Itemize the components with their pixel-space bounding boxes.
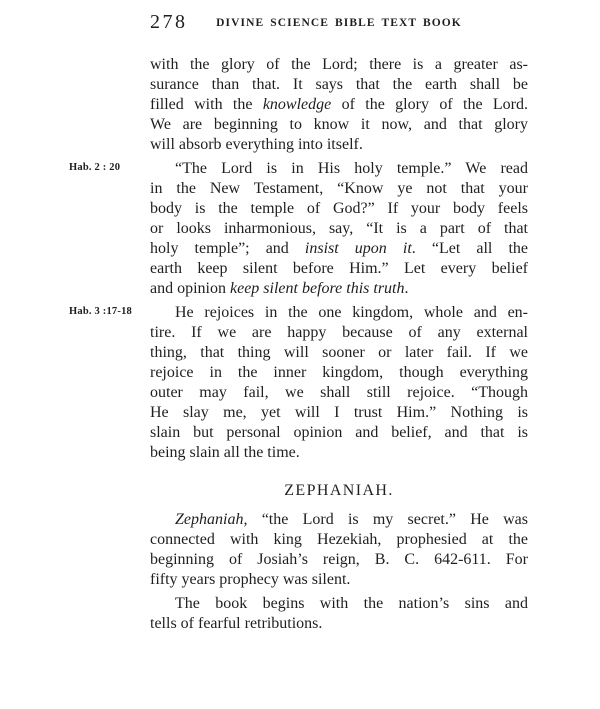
text-segment: body is the temple of God?” If your body feels — [150, 200, 528, 217]
margin-verse-reference: Hab. 2 : 20 — [69, 162, 121, 173]
text-segment: fifty years prophecy was silent. — [150, 571, 351, 588]
text-segment: He rejoices in the one kingdom, whole and en- — [175, 304, 528, 321]
text-line — [150, 614, 528, 634]
text-segment: He slay me, yet will I trust Him.” Nothing is — [150, 404, 528, 421]
emphasized-text: keep silent before this truth — [230, 280, 405, 297]
text-line — [150, 343, 528, 363]
text-segment: beginning of Josiah’s reign, B. C. 642-611. For — [150, 551, 528, 568]
text-line — [150, 75, 528, 95]
paragraph — [69, 159, 528, 299]
paragraph — [150, 55, 528, 155]
text-line — [150, 570, 528, 590]
text-line — [150, 550, 528, 570]
text-line — [150, 135, 528, 155]
text-line — [150, 303, 528, 323]
text-line — [150, 199, 528, 219]
margin-verse-reference: Hab. 3 :17-18 — [69, 306, 132, 317]
paragraph — [150, 594, 528, 634]
text-segment: outer may fail, we shall still rejoice. “Though — [150, 384, 528, 401]
text-segment: or looks inharmonious, say, “It is a part of that — [150, 220, 528, 237]
text-line — [150, 115, 528, 135]
text-segment: with the glory of the Lord; there is a greater as- — [150, 56, 528, 73]
text-segment: tire. If we are happy because of any external — [150, 324, 528, 341]
text-segment: in the New Testament, “Know ye not that your — [150, 180, 528, 197]
text-line — [150, 179, 528, 199]
text-segment: . — [404, 280, 409, 297]
text-segment: and opinion — [150, 280, 230, 297]
text-line — [150, 363, 528, 383]
text-segment: “The Lord is in His holy temple.” We read — [175, 160, 528, 177]
running-title: DIVINE SCIENCE BIBLE TEXT BOOK — [216, 17, 462, 29]
text-line — [150, 95, 528, 115]
text-segment: “the Lord is my secret.” He was — [247, 511, 528, 528]
paragraph — [69, 303, 528, 463]
text-segment: rejoice in the inner kingdom, though everything — [150, 364, 528, 381]
text-segment: being slain all the time. — [150, 444, 300, 461]
text-line — [150, 239, 528, 259]
text-line — [150, 323, 528, 343]
text-line — [150, 423, 528, 443]
text-segment: connected with king Hezekiah, prophesied at the — [150, 531, 528, 548]
text-line — [150, 510, 528, 530]
text-segment: We are beginning to know it now, and that glory — [150, 116, 528, 133]
emphasized-text: knowledge — [262, 96, 332, 113]
text-segment: will absorb everything into itself. — [150, 136, 363, 153]
emphasized-text: insist upon it — [304, 240, 412, 257]
text-line — [150, 594, 528, 614]
emphasized-text: Zephaniah, — [175, 511, 248, 528]
text-segment: tells of fearful retributions. — [150, 615, 323, 632]
page-number: 278 — [150, 11, 188, 33]
text-line — [150, 530, 528, 550]
text-segment: slain but personal opinion and belief, and that is — [150, 424, 528, 441]
text-segment: of the glory of the Lord. — [331, 96, 529, 113]
text-line — [150, 279, 528, 299]
text-line — [150, 219, 528, 239]
text-segment: The book begins with the nation’s sins and — [175, 595, 528, 612]
text-segment: earth keep silent before Him.” Let every belief — [150, 260, 528, 277]
text-line — [150, 403, 528, 423]
text-segment: surance than that. It says that the earth shall be — [150, 76, 528, 93]
text-segment: thing, that thing will sooner or later fail. If we — [150, 344, 528, 361]
text-column — [69, 55, 529, 634]
page-header — [150, 12, 528, 34]
text-line — [150, 55, 528, 75]
text-segment: filled with the — [150, 96, 263, 113]
section-heading: ZEPHANIAH. — [284, 482, 394, 499]
text-segment: . “Let all the — [411, 240, 528, 257]
text-line — [150, 443, 528, 463]
text-segment: holy temple”; and — [150, 240, 305, 257]
text-line — [150, 383, 528, 403]
text-line — [150, 159, 528, 179]
text-line — [150, 259, 528, 279]
paragraph — [150, 510, 528, 590]
